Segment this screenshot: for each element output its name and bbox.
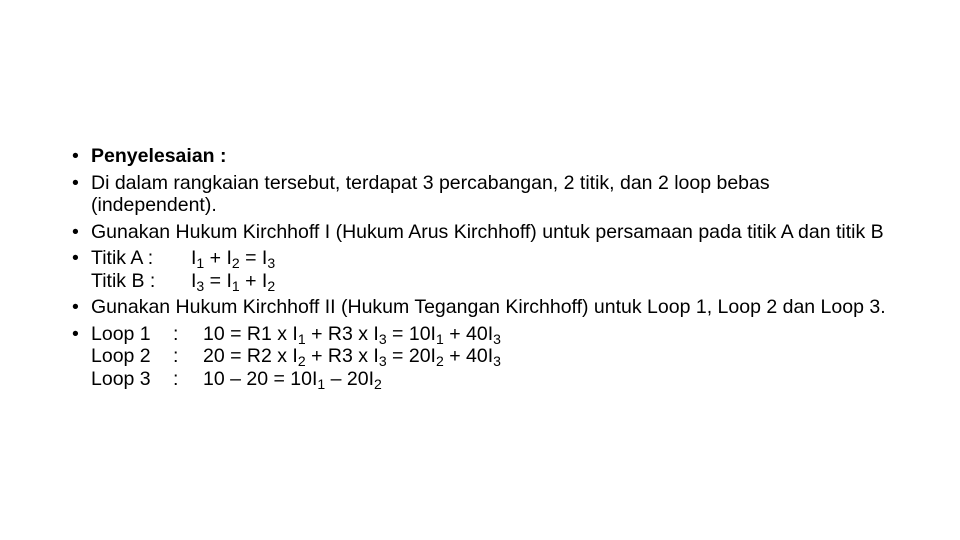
equation: $10 - 20 = 10I_1 - 20I_2$ — [203, 367, 382, 392]
equation-label: Titik A : — [91, 247, 154, 269]
bullet-rangkaian — [72, 172, 892, 217]
bullet-list — [72, 145, 892, 390]
equation-label: Loop 3 — [91, 367, 151, 390]
equation-separator: : — [173, 322, 179, 345]
bullet-hukum-kirchhoff-2 — [72, 296, 892, 319]
equation-row-loop-1 — [91, 323, 892, 346]
equation-label: Titik B : — [91, 269, 156, 292]
equation: $I_1 + I_2 = I_3$ — [191, 247, 276, 271]
equation-row-loop-2 — [91, 345, 892, 368]
equation-separator: : — [173, 367, 179, 390]
equation-separator: : — [173, 345, 179, 367]
bullet-text: Gunakan Hukum Kirchhoff I (Hukum Arus Kirchhoff) untuk persamaan pada titik A dan titik B — [91, 220, 884, 243]
bullet-text: Gunakan Hukum Kirchhoff II (Hukum Tegangan Kirchhoff) untuk Loop 1, Loop 2 dan Loop 3. — [91, 296, 886, 318]
bullet-text: Penyelesaian : — [91, 145, 227, 167]
equation-row-titik-b — [91, 270, 892, 293]
equation: 10 = R1 x $I_1 + R3$ x $I_3 = 10I_1 + 40I_3$ — [203, 322, 501, 347]
equation-label: Loop 2 — [91, 345, 151, 367]
bullet-hukum-kirchhoff-1 — [72, 221, 892, 244]
equation-row-loop-3 — [91, 368, 892, 391]
bullet-loop-equations — [72, 323, 892, 391]
equation: 20 = R2 x $I_2 + R3$ x $I_3 = 20I_2 + 40I_3$ — [203, 345, 501, 369]
equation-row-titik-a — [91, 247, 892, 270]
bullet-text: Di dalam rangkaian tersebut, terdapat 3 percabangan, 2 titik, dan 2 loop bebas (independent). — [91, 171, 770, 216]
slide-body — [72, 145, 892, 394]
bullet-penyelesaian — [72, 145, 892, 168]
equation-label: Loop 1 — [91, 322, 151, 345]
bullet-titik-equations — [72, 247, 892, 292]
equation: $I_3 = I_1 + I_2$ — [191, 269, 276, 294]
